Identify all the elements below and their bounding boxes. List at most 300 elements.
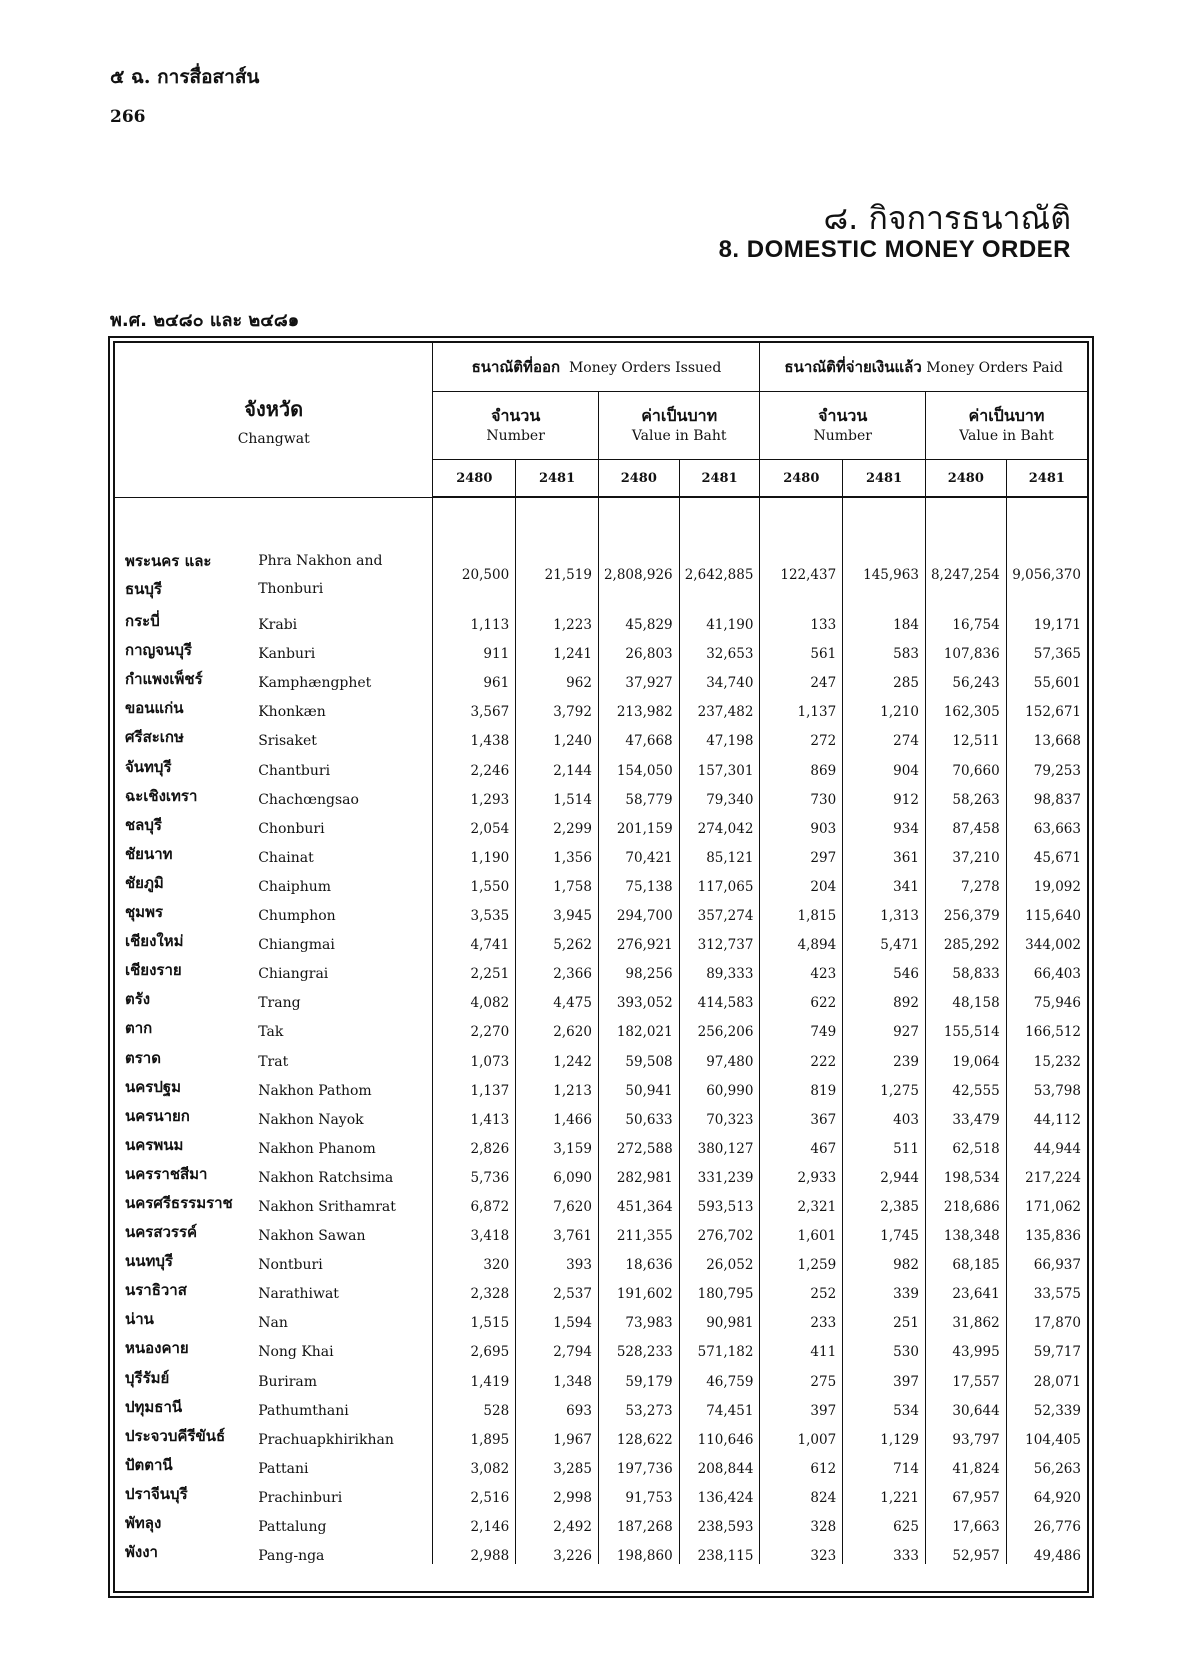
number-header-en: Number [486, 427, 545, 444]
paid-value-header [925, 392, 1087, 460]
changwat-english [248, 779, 433, 808]
value-cell: 693 [516, 1390, 599, 1419]
table-row [115, 1390, 1087, 1419]
value-cell: 8,247,254 [925, 546, 1006, 604]
changwat-thai-text: ตาก [125, 1019, 153, 1038]
value-cell: 274,042 [679, 808, 760, 837]
value-cell: 18,636 [598, 1244, 679, 1273]
value-cell: 1,213 [516, 1070, 599, 1099]
value-cell: 393 [516, 1244, 599, 1273]
changwat-thai-text: พัทลุง [125, 1514, 162, 1532]
changwat-thai [115, 1040, 248, 1069]
changwat-thai-text: นครนายก [125, 1106, 190, 1125]
value-cell: 201,159 [598, 808, 679, 837]
table-row [115, 720, 1087, 749]
issued-number-header [433, 392, 599, 460]
value-cell: 197,736 [598, 1448, 679, 1477]
value-cell: 43,995 [925, 1331, 1006, 1360]
value-cell: 79,340 [679, 779, 760, 808]
changwat-english [248, 720, 433, 749]
value-cell: 892 [843, 982, 926, 1011]
table-row [115, 924, 1087, 953]
value-cell: 171,062 [1006, 1186, 1087, 1215]
value-cell: 59,179 [598, 1360, 679, 1389]
value-cell: 1,221 [843, 1477, 926, 1506]
value-cell: 2,054 [433, 808, 516, 837]
value-cell: 133 [760, 604, 843, 633]
changwat-thai-text-line2: ธนบุรี [125, 580, 162, 598]
value-cell: 1,601 [760, 1215, 843, 1244]
value-cell: 571,182 [679, 1331, 760, 1360]
value-cell: 749 [760, 1011, 843, 1040]
value-cell: 344,002 [1006, 924, 1087, 953]
changwat-thai [115, 749, 248, 778]
value-cell: 198,860 [598, 1535, 679, 1564]
value-cell: 361 [843, 837, 926, 866]
value-cell: 58,833 [925, 953, 1006, 982]
table-row [115, 1070, 1087, 1099]
value-cell: 2,366 [516, 953, 599, 982]
value-cell: 1,758 [516, 866, 599, 895]
changwat-english-text: Chiangmai [258, 937, 335, 954]
table-row [115, 1099, 1087, 1128]
changwat-english [248, 837, 433, 866]
value-cell: 2,808,926 [598, 546, 679, 604]
changwat-english [248, 1448, 433, 1477]
value-cell: 2,933 [760, 1157, 843, 1186]
value-cell: 1,137 [760, 691, 843, 720]
table-row [115, 1186, 1087, 1215]
value-cell: 3,761 [516, 1215, 599, 1244]
changwat-english-text: Buriram [258, 1373, 318, 1390]
value-cell: 2,516 [433, 1477, 516, 1506]
value-cell: 3,945 [516, 895, 599, 924]
value-cell: 45,829 [598, 604, 679, 633]
value-cell: 397 [760, 1390, 843, 1419]
value-cell: 98,837 [1006, 779, 1087, 808]
section-heading: ๕ ฉ. การสื่อสาส์น [110, 66, 260, 88]
value-cell: 26,776 [1006, 1506, 1087, 1535]
changwat-english-text: Nakhon Srithamrat [258, 1198, 396, 1215]
value-cell: 276,921 [598, 924, 679, 953]
value-cell: 5,471 [843, 924, 926, 953]
value-cell: 75,946 [1006, 982, 1087, 1011]
value-cell: 56,243 [925, 662, 1006, 691]
value-cell: 1,967 [516, 1419, 599, 1448]
issued-value-header [598, 392, 760, 460]
changwat-english [248, 1157, 433, 1186]
changwat-english-text: Trang [258, 995, 301, 1012]
value-cell: 380,127 [679, 1128, 760, 1157]
value-cell: 1,242 [516, 1040, 599, 1069]
value-cell: 1,419 [433, 1360, 516, 1389]
changwat-thai-text: บุรีรัมย์ [125, 1368, 170, 1387]
value-cell: 251 [843, 1302, 926, 1331]
changwat-english-text: Chantburi [258, 762, 331, 779]
changwat-english [248, 662, 433, 691]
value-cell: 530 [843, 1331, 926, 1360]
value-cell: 208,844 [679, 1448, 760, 1477]
value-cell: 48,158 [925, 982, 1006, 1011]
value-cell: 1,129 [843, 1419, 926, 1448]
value-cell: 44,944 [1006, 1128, 1087, 1157]
changwat-thai-text: ขอนแก่น [125, 699, 184, 718]
paid-header-thai: ธนาณัติที่จ่ายเงินแล้ว [784, 358, 922, 376]
value-cell: 62,518 [925, 1128, 1006, 1157]
value-cell: 276,702 [679, 1215, 760, 1244]
value-cell: 247 [760, 662, 843, 691]
changwat-thai [115, 546, 248, 604]
value-cell: 19,064 [925, 1040, 1006, 1069]
changwat-thai [115, 604, 248, 633]
value-cell: 218,686 [925, 1186, 1006, 1215]
value-cell: 138,348 [925, 1215, 1006, 1244]
value-cell: 7,620 [516, 1186, 599, 1215]
value-cell: 15,232 [1006, 1040, 1087, 1069]
value-cell: 19,171 [1006, 604, 1087, 633]
table-row [115, 837, 1087, 866]
changwat-thai [115, 1331, 248, 1360]
value-cell: 272,588 [598, 1128, 679, 1157]
value-cell: 52,957 [925, 1535, 1006, 1564]
value-cell: 982 [843, 1244, 926, 1273]
changwat-english [248, 1506, 433, 1535]
value-cell: 191,602 [598, 1273, 679, 1302]
value-cell: 26,052 [679, 1244, 760, 1273]
value-cell: 70,421 [598, 837, 679, 866]
table-row [115, 1477, 1087, 1506]
value-cell: 320 [433, 1244, 516, 1273]
value-cell: 2,998 [516, 1477, 599, 1506]
value-cell: 63,663 [1006, 808, 1087, 837]
value-cell: 2,328 [433, 1273, 516, 1302]
value-cell: 730 [760, 779, 843, 808]
value-cell: 47,198 [679, 720, 760, 749]
value-cell: 128,622 [598, 1419, 679, 1448]
changwat-thai-text: พระนคร และ [125, 552, 212, 570]
years-label: พ.ศ. ๒๔๘๐ และ ๒๔๘๑ [110, 310, 300, 331]
changwat-english [248, 1535, 433, 1564]
value-cell: 622 [760, 982, 843, 1011]
title-thai: ๘. กิจการธนาณัติ [823, 199, 1071, 237]
changwat-english-text: Pathumthani [258, 1402, 349, 1419]
value-cell: 30,644 [925, 1390, 1006, 1419]
value-cell: 1,594 [516, 1302, 599, 1331]
changwat-thai [115, 1535, 248, 1564]
value-cell: 42,555 [925, 1070, 1006, 1099]
value-cell: 166,512 [1006, 1011, 1087, 1040]
changwat-english [248, 1419, 433, 1448]
page-number: 266 [110, 107, 146, 127]
value-cell: 37,210 [925, 837, 1006, 866]
table-row [115, 866, 1087, 895]
title-english: 8. DOMESTIC MONEY ORDER [718, 236, 1071, 263]
value-cell: 155,514 [925, 1011, 1006, 1040]
value-cell: 107,836 [925, 633, 1006, 662]
changwat-english [248, 633, 433, 662]
value-cell: 962 [516, 662, 599, 691]
value-cell: 59,717 [1006, 1331, 1087, 1360]
value-cell: 1,550 [433, 866, 516, 895]
value-cell: 341 [843, 866, 926, 895]
changwat-thai-text: นนทบุรี [125, 1252, 173, 1271]
changwat-english-text: Chaiphum [258, 878, 332, 895]
value-cell: 927 [843, 1011, 926, 1040]
changwat-english-text: Nakhon Sawan [258, 1228, 366, 1245]
value-cell: 4,082 [433, 982, 516, 1011]
value-cell: 328 [760, 1506, 843, 1535]
value-cell: 2,321 [760, 1186, 843, 1215]
value-cell: 397 [843, 1360, 926, 1389]
value-cell: 1,515 [433, 1302, 516, 1331]
value-cell: 411 [760, 1331, 843, 1360]
changwat-thai [115, 1360, 248, 1389]
value-cell: 1,190 [433, 837, 516, 866]
value-cell: 3,226 [516, 1535, 599, 1564]
value-cell: 180,795 [679, 1273, 760, 1302]
changwat-english [248, 1360, 433, 1389]
value-cell: 91,753 [598, 1477, 679, 1506]
value-cell: 20,500 [433, 546, 516, 604]
changwat-english-text: Krabi [258, 617, 298, 634]
changwat-thai [115, 1215, 248, 1244]
value-cell: 79,253 [1006, 749, 1087, 778]
value-cell: 6,090 [516, 1157, 599, 1186]
value-cell: 1,137 [433, 1070, 516, 1099]
value-cell: 274 [843, 720, 926, 749]
value-cell: 44,112 [1006, 1099, 1087, 1128]
year-header: 2480 [925, 460, 1006, 498]
value-cell: 34,740 [679, 662, 760, 691]
value-cell: 67,957 [925, 1477, 1006, 1506]
value-cell: 282,981 [598, 1157, 679, 1186]
changwat-thai-text: กำแพงเพ็ชร์ [125, 670, 203, 689]
value-cell: 612 [760, 1448, 843, 1477]
changwat-thai-text: ชัยนาท [125, 844, 173, 863]
value-cell: 182,021 [598, 1011, 679, 1040]
changwat-thai [115, 779, 248, 808]
value-header-thai: ค่าเป็นบาท [641, 405, 718, 425]
year-header: 2481 [516, 460, 599, 498]
value-cell: 912 [843, 779, 926, 808]
changwat-thai-text: พังงา [125, 1543, 158, 1562]
changwat-thai-text: ตราด [125, 1048, 161, 1067]
value-cell: 451,364 [598, 1186, 679, 1215]
value-cell: 56,263 [1006, 1448, 1087, 1477]
value-cell: 1,259 [760, 1244, 843, 1273]
value-cell: 1,356 [516, 837, 599, 866]
table-row [115, 1302, 1087, 1331]
changwat-thai-text: ประจวบคีรีขันธ์ [125, 1426, 226, 1445]
value-header-thai: ค่าเป็นบาท [968, 405, 1045, 425]
value-cell: 7,278 [925, 866, 1006, 895]
value-cell: 2,537 [516, 1273, 599, 1302]
paid-number-header [760, 392, 926, 460]
table-body [115, 497, 1087, 1564]
changwat-thai-text: ปัตตานี [125, 1455, 173, 1474]
changwat-thai-text: ตรัง [125, 990, 151, 1009]
value-cell: 93,797 [925, 1419, 1006, 1448]
value-cell: 1,210 [843, 691, 926, 720]
value-cell: 50,941 [598, 1070, 679, 1099]
changwat-header-en: Changwat [237, 430, 310, 447]
changwat-english-text: Pattani [258, 1460, 309, 1477]
value-cell: 1,466 [516, 1099, 599, 1128]
value-cell: 1,241 [516, 633, 599, 662]
value-cell: 2,826 [433, 1128, 516, 1157]
value-cell: 204 [760, 866, 843, 895]
value-cell: 323 [760, 1535, 843, 1564]
value-cell: 33,479 [925, 1099, 1006, 1128]
value-cell: 333 [843, 1535, 926, 1564]
changwat-thai [115, 895, 248, 924]
value-cell: 1,514 [516, 779, 599, 808]
changwat-thai [115, 1273, 248, 1302]
value-cell: 75,138 [598, 866, 679, 895]
changwat-thai-text: ชุมพร [125, 903, 164, 922]
changwat-english-text: Nan [258, 1315, 288, 1332]
value-cell: 5,736 [433, 1157, 516, 1186]
issued-group-header [433, 343, 760, 392]
changwat-thai [115, 720, 248, 749]
value-cell: 49,486 [1006, 1535, 1087, 1564]
value-cell: 252 [760, 1273, 843, 1302]
changwat-thai-text: เชียงใหม่ [125, 932, 184, 951]
value-cell: 869 [760, 749, 843, 778]
changwat-english-text: Nakhon Phanom [258, 1140, 376, 1157]
changwat-english [248, 1186, 433, 1215]
value-cell: 2,299 [516, 808, 599, 837]
value-cell: 2,144 [516, 749, 599, 778]
changwat-thai [115, 924, 248, 953]
value-cell: 117,065 [679, 866, 760, 895]
table-row [115, 1157, 1087, 1186]
value-cell: 55,601 [1006, 662, 1087, 691]
number-header-en: Number [813, 427, 872, 444]
changwat-english [248, 1244, 433, 1273]
changwat-english [248, 924, 433, 953]
value-cell: 57,365 [1006, 633, 1087, 662]
value-cell: 17,870 [1006, 1302, 1087, 1331]
changwat-english [248, 1302, 433, 1331]
table-row [115, 1331, 1087, 1360]
changwat-thai [115, 982, 248, 1011]
changwat-thai-text: ปทุมธานี [125, 1397, 183, 1416]
value-cell: 45,671 [1006, 837, 1087, 866]
changwat-thai-text: นครศรีธรรมราช [125, 1193, 233, 1212]
year-header: 2480 [433, 460, 516, 498]
value-cell: 41,824 [925, 1448, 1006, 1477]
table-row [115, 953, 1087, 982]
value-cell: 122,437 [760, 546, 843, 604]
changwat-english [248, 749, 433, 778]
value-cell: 33,575 [1006, 1273, 1087, 1302]
year-header: 2480 [598, 460, 679, 498]
value-cell: 104,405 [1006, 1419, 1087, 1448]
value-cell: 64,920 [1006, 1477, 1087, 1506]
year-header: 2481 [843, 460, 926, 498]
table-row [115, 1360, 1087, 1389]
value-cell: 17,663 [925, 1506, 1006, 1535]
changwat-english [248, 866, 433, 895]
value-cell: 625 [843, 1506, 926, 1535]
changwat-thai [115, 1157, 248, 1186]
value-cell: 2,492 [516, 1506, 599, 1535]
value-header-en: Value in Baht [631, 427, 727, 444]
table-row [115, 604, 1087, 633]
value-cell: 90,981 [679, 1302, 760, 1331]
value-cell: 187,268 [598, 1506, 679, 1535]
value-cell: 66,403 [1006, 953, 1087, 982]
value-cell: 423 [760, 953, 843, 982]
value-cell: 237,482 [679, 691, 760, 720]
table-row [115, 1215, 1087, 1244]
value-cell: 2,251 [433, 953, 516, 982]
value-cell: 561 [760, 633, 843, 662]
year-header: 2481 [1006, 460, 1087, 498]
changwat-english [248, 953, 433, 982]
table-row [115, 1535, 1087, 1564]
table-row [115, 1040, 1087, 1069]
value-cell: 2,794 [516, 1331, 599, 1360]
value-cell: 546 [843, 953, 926, 982]
value-cell: 2,944 [843, 1157, 926, 1186]
value-cell: 904 [843, 749, 926, 778]
changwat-english [248, 1273, 433, 1302]
changwat-thai-text: เชียงราย [125, 961, 182, 980]
year-header: 2481 [679, 460, 760, 498]
value-cell: 511 [843, 1128, 926, 1157]
value-cell: 297 [760, 837, 843, 866]
changwat-english [248, 1040, 433, 1069]
value-cell: 233 [760, 1302, 843, 1331]
value-cell: 934 [843, 808, 926, 837]
changwat-thai-text: ชลบุรี [125, 815, 162, 834]
value-cell: 1,895 [433, 1419, 516, 1448]
changwat-english [248, 691, 433, 720]
changwat-english-text: Chumphon [258, 908, 336, 925]
changwat-english-text: Pang-nga [258, 1548, 325, 1565]
changwat-english [248, 982, 433, 1011]
value-cell: 239 [843, 1040, 926, 1069]
value-cell: 53,798 [1006, 1070, 1087, 1099]
value-cell: 294,700 [598, 895, 679, 924]
value-cell: 4,894 [760, 924, 843, 953]
table-row [115, 633, 1087, 662]
value-cell: 2,642,885 [679, 546, 760, 604]
table-row [115, 1419, 1087, 1448]
value-cell: 2,146 [433, 1506, 516, 1535]
value-cell: 70,323 [679, 1099, 760, 1128]
changwat-english-text: Narathiwat [258, 1286, 339, 1303]
value-cell: 74,451 [679, 1390, 760, 1419]
value-cell: 5,262 [516, 924, 599, 953]
changwat-english [248, 808, 433, 837]
table-row [115, 1128, 1087, 1157]
changwat-thai-text: นครสวรรค์ [125, 1223, 198, 1242]
changwat-english [248, 1070, 433, 1099]
changwat-english-text: Khonkæn [258, 704, 326, 721]
changwat-english-text: Nong Khai [258, 1344, 334, 1361]
year-header: 2480 [760, 460, 843, 498]
changwat-thai [115, 1244, 248, 1273]
value-cell: 89,333 [679, 953, 760, 982]
changwat-thai [115, 1128, 248, 1157]
changwat-thai [115, 1186, 248, 1215]
table-row [115, 749, 1087, 778]
table-row [115, 1448, 1087, 1477]
changwat-english-text: Chonburi [258, 820, 325, 837]
